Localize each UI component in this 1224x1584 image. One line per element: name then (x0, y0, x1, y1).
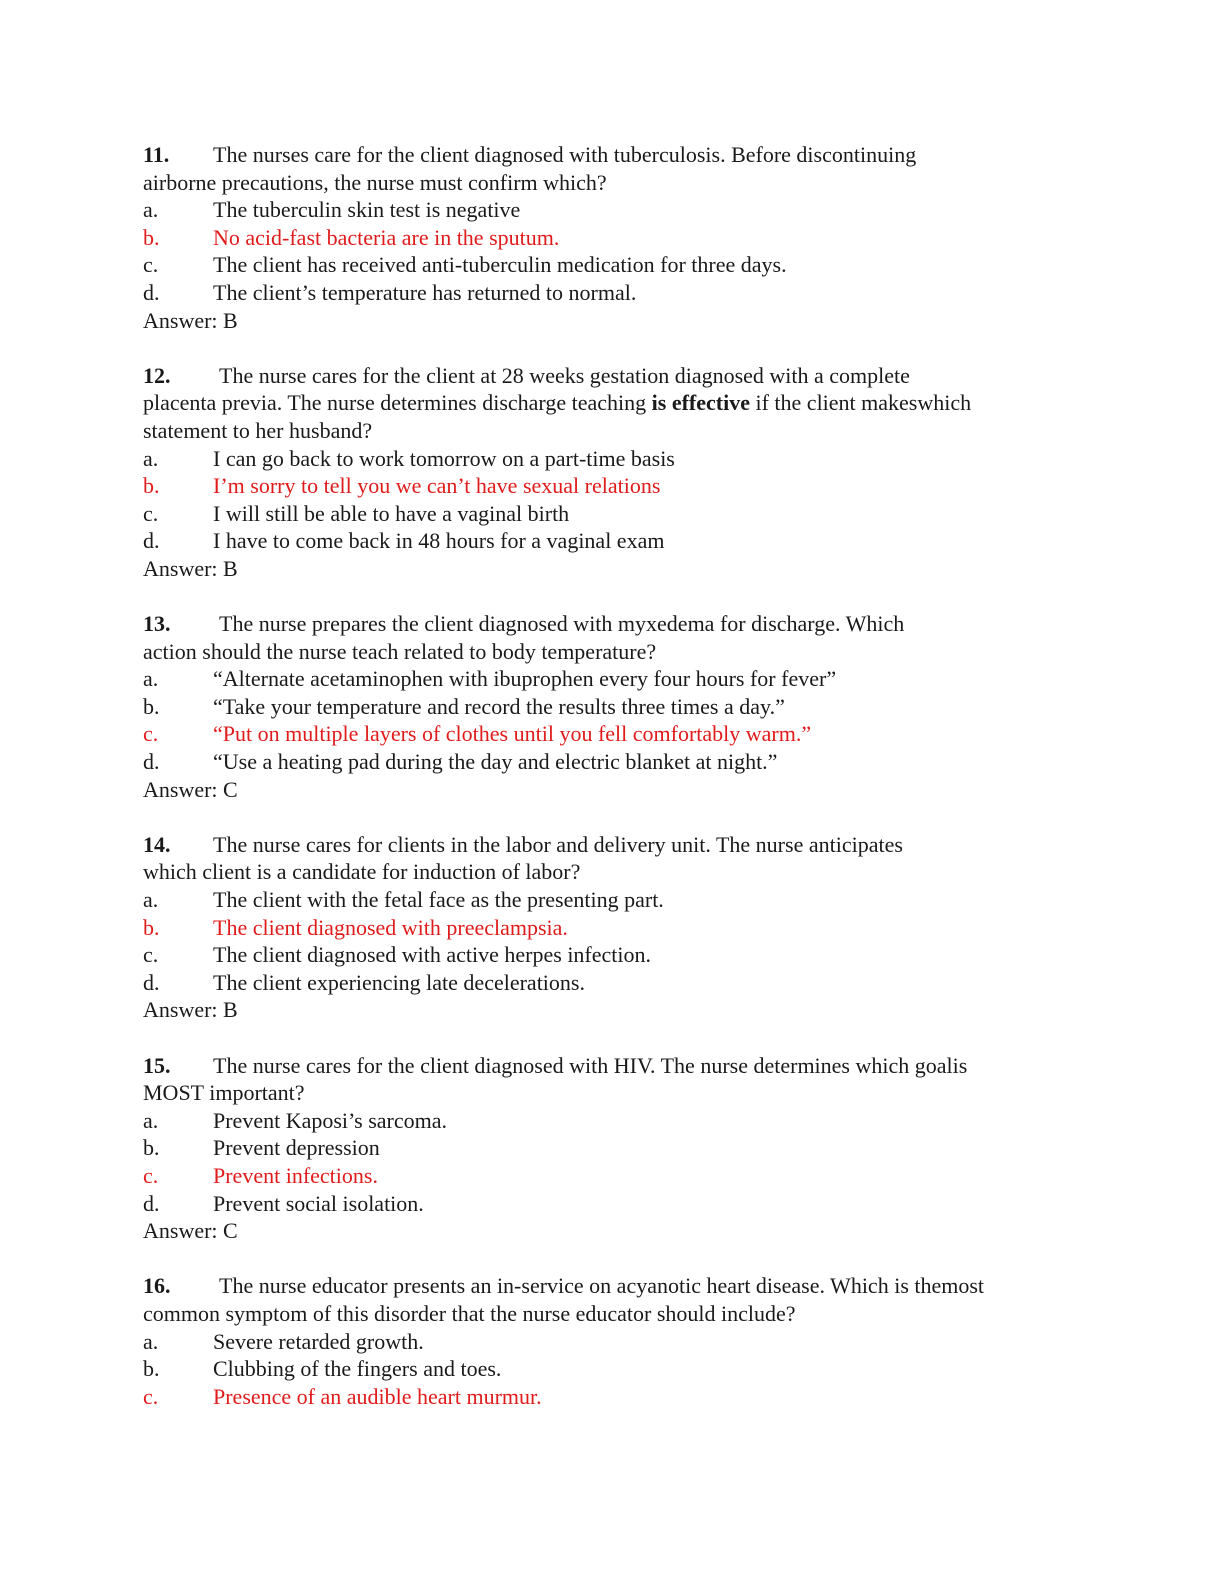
question-text-continued: action should the nurse teach related to body temperature? (143, 638, 657, 664)
option-letter: a. (143, 1107, 159, 1133)
option-text: Clubbing of the fingers and toes. (213, 1356, 502, 1382)
option-letter: a. (143, 666, 159, 692)
question-text: The nurse educator presents an in-service on acyanotic heart disease. Which is themost (219, 1273, 985, 1299)
question-16 (143, 1272, 1073, 1410)
emphasis-text: is effective (651, 390, 750, 416)
option-text: Prevent depression (213, 1135, 380, 1161)
document-page (143, 141, 1073, 1438)
question-text: The nurse prepares the client diagnosed with myxedema for discharge. Which (219, 611, 905, 637)
question-number: 14. (143, 831, 171, 857)
option-letter: b. (143, 693, 160, 719)
question-number: 12. (143, 362, 171, 388)
option-c-correct (143, 720, 1073, 748)
question-13 (143, 610, 1073, 803)
option-text: “Alternate acetaminophen with ibuprophen every four hours for fever” (213, 666, 837, 692)
option-text: Prevent infections. (213, 1162, 378, 1188)
option-text: I can go back to work tomorrow on a part-time basis (213, 445, 675, 471)
option-letter: c. (143, 1383, 159, 1409)
option-a (143, 196, 1073, 224)
option-letter: b. (143, 1356, 160, 1382)
option-letter: c. (143, 252, 159, 278)
question-text-continued: airborne precautions, the nurse must confirm which? (143, 169, 607, 195)
answer-line: Answer: C (143, 776, 238, 802)
option-d (143, 748, 1073, 776)
option-b (143, 693, 1073, 721)
option-letter: d. (143, 749, 160, 775)
question-number: 13. (143, 611, 171, 637)
option-letter: b. (143, 473, 160, 499)
question-text: The nurses care for the client diagnosed with tuberculosis. Before discontinuing (213, 142, 917, 167)
question-text: The nurse cares for the client at 28 weeks gestation diagnosed with a complete (219, 362, 910, 388)
option-c-correct (143, 1162, 1073, 1190)
option-text: No acid-fast bacteria are in the sputum. (213, 224, 560, 250)
option-text: The client has received anti-tuberculin medication for three days. (213, 252, 787, 278)
option-text: I’m sorry to tell you we can’t have sexual relations (213, 473, 661, 499)
option-text: The client diagnosed with active herpes infection. (213, 942, 652, 968)
option-letter: a. (143, 1328, 159, 1354)
answer-line: Answer: B (143, 997, 238, 1023)
option-d (143, 1190, 1073, 1218)
option-c (143, 500, 1073, 528)
question-text-continued: MOST important? (143, 1080, 305, 1106)
option-letter: d. (143, 1190, 160, 1216)
option-b (143, 1134, 1073, 1162)
option-text: I will still be able to have a vaginal birth (213, 500, 570, 526)
option-a (143, 665, 1073, 693)
answer-line: Answer: B (143, 555, 238, 581)
option-d (143, 969, 1073, 997)
option-c (143, 251, 1073, 279)
option-letter: c. (143, 1162, 159, 1188)
option-text: I have to come back in 48 hours for a vaginal exam (213, 528, 665, 554)
option-b-correct (143, 472, 1073, 500)
option-letter: d. (143, 528, 160, 554)
option-text: “Use a heating pad during the day and electric blanket at night.” (213, 749, 778, 775)
option-text: Presence of an audible heart murmur. (213, 1383, 542, 1409)
option-text: The client diagnosed with preeclampsia. (213, 914, 568, 940)
option-b-correct (143, 224, 1073, 252)
question-text-continued: which client is a candidate for induction of labor? (143, 859, 581, 885)
option-text: Prevent social isolation. (213, 1190, 424, 1216)
option-letter: c. (143, 721, 159, 747)
option-letter: b. (143, 914, 160, 940)
answer-line: Answer: C (143, 1218, 238, 1244)
question-text: The nurse cares for clients in the labor and delivery unit. The nurse anticipates (213, 831, 903, 857)
option-text: The client experiencing late decelerations. (213, 969, 585, 995)
option-b-correct (143, 914, 1073, 942)
option-letter: b. (143, 224, 160, 250)
question-15 (143, 1052, 1073, 1245)
question-number: 16. (143, 1273, 171, 1299)
option-letter: a. (143, 445, 159, 471)
option-letter: d. (143, 969, 160, 995)
question-text-continued: statement to her husband? (143, 417, 373, 443)
option-letter: a. (143, 197, 159, 223)
option-d (143, 527, 1073, 555)
question-14 (143, 831, 1073, 1024)
answer-line: Answer: B (143, 307, 238, 333)
question-11 (143, 141, 1073, 334)
option-text: The tuberculin skin test is negative (213, 197, 521, 223)
option-c-correct (143, 1383, 1073, 1411)
option-text: “Put on multiple layers of clothes until you fell comfortably warm.” (213, 721, 812, 747)
option-letter: a. (143, 887, 159, 913)
option-b (143, 1355, 1073, 1383)
option-letter: d. (143, 279, 160, 305)
option-d (143, 279, 1073, 307)
option-a (143, 886, 1073, 914)
option-a (143, 445, 1073, 473)
option-a (143, 1328, 1073, 1356)
option-text: “Take your temperature and record the results three times a day.” (213, 693, 785, 719)
option-text: Prevent Kaposi’s sarcoma. (213, 1107, 447, 1133)
option-letter: b. (143, 1135, 160, 1161)
option-text: The client with the fetal face as the presenting part. (213, 887, 664, 913)
question-text-continued: placenta previa. The nurse determines discharge teaching is effective if the client makeswhich (143, 390, 972, 416)
question-12 (143, 362, 1073, 583)
question-number: 11. (143, 142, 170, 167)
option-text: The client’s temperature has returned to normal. (213, 279, 637, 305)
question-text-continued: common symptom of this disorder that the nurse educator should include? (143, 1300, 796, 1326)
question-number: 15. (143, 1052, 171, 1078)
option-letter: c. (143, 500, 159, 526)
option-letter: c. (143, 942, 159, 968)
option-text: Severe retarded growth. (213, 1328, 424, 1354)
option-a (143, 1107, 1073, 1135)
option-c (143, 941, 1073, 969)
question-text: The nurse cares for the client diagnosed with HIV. The nurse determines which goalis (213, 1052, 968, 1078)
